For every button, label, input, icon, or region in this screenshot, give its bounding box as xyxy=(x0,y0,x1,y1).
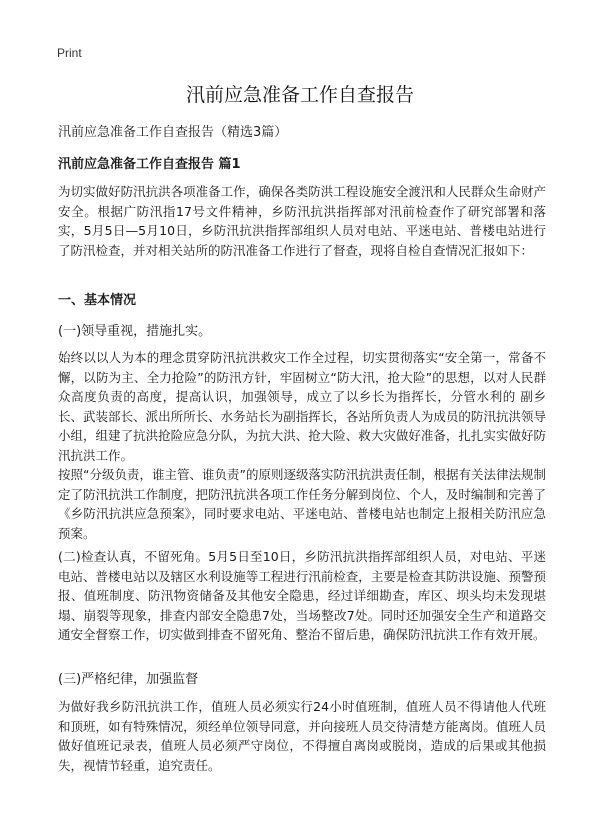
item-heading-3: (三)严格纪律，加强监督 xyxy=(58,672,199,687)
part-heading: 汛前应急准备工作自查报告 篇1 xyxy=(58,157,241,172)
item1-paragraph-2: 按照“分级负责，谁主管、谁负责”的原则逐级落实防汛抗洪责任制，根据有关法律法规制定了防汛抗洪工作制度，把防汛抗洪各项工作任务分解到岗位、个人，及时编制和完善了《乡防汛抗洪应急预案》，同时要求电站、平迷电站、普楼电站也制定上报相关防汛应急预案。 xyxy=(58,467,546,541)
intro-paragraph: 为切实做好防汛抗洪各项准备工作，确保各类防洪工程设施安全渡汛和人民群众生命财产安全。根据广防汛指17号文件精神，乡防汛抗洪指挥部对汛前检查作了研究部署和落实，5月5日—5月10日，乡防汛抗洪指挥部组织人员对电站、平迷电站、普楼电站进行了防汛检查，并对相关站所的防汛准备工作进行了督查，现将自检自查情况汇报如下： xyxy=(58,184,546,258)
item-heading-1: (一)领导重视，措施扎实。 xyxy=(58,324,212,339)
item1-paragraph-1: 始终以以人为本的理念贯穿防汛抗洪救灾工作全过程，切实贯彻落实“安全第一，常备不懈，以防为主、全力抢险”的防汛方针，牢固树立“防大汛，抢大险”的思想，以对人民群众高度负责的高度，提高认识，加强领导，成立了以乡长为指挥长，分管水利的 副乡长、武装部长、派出所所长、水务站长为副指挥长，各站所负责人为成员的防汛抗洪领导小组，组建了抗洪抢险应急分队，为抗大洪、抢大险、救大灾做好准备，扎扎实实做好防汛抗洪工作。 xyxy=(58,350,546,463)
section-heading-basic: 一、基本情况 xyxy=(58,293,137,308)
print-link[interactable]: Print xyxy=(57,46,82,60)
item2-paragraph: (二)检查认真，不留死角。5月5日至10日，乡防汛抗洪指挥部组织人员，对电站、平迷电站、普楼电站以及辖区水利设施等工程进行汛前检查，主要是检查其防洪设施、预警预报、值班制度、防汛物资储备及其他安全隐患，经过详细勘查，库区、坝头均未发现堪塌、崩裂等现象，排查内部安全隐患7处，当场整改7处。同时还加强安全生产和道路交通安全督察工作，切实做到排查不留死角、整治不留后患，确保防汛抗洪工作有效开展。 xyxy=(58,549,546,642)
item3-paragraph: 为做好我乡防汛抗洪工作，值班人员必须实行24小时值班制，值班人员不得请他人代班和顶班，如有特殊情况，须经单位领导同意，并向接班人员交待清楚方能离岗。值班人员做好值班记录表，值班人员必须严守岗位，不得擅自离岗或脱岗，造成的后果或其他损失，视情节轻重，追究责任。 xyxy=(58,699,546,773)
page-title: 汛前应急准备工作自查报告 xyxy=(185,84,414,106)
document-subtitle: 汛前应急准备工作自查报告（精选3篇） xyxy=(58,125,288,140)
